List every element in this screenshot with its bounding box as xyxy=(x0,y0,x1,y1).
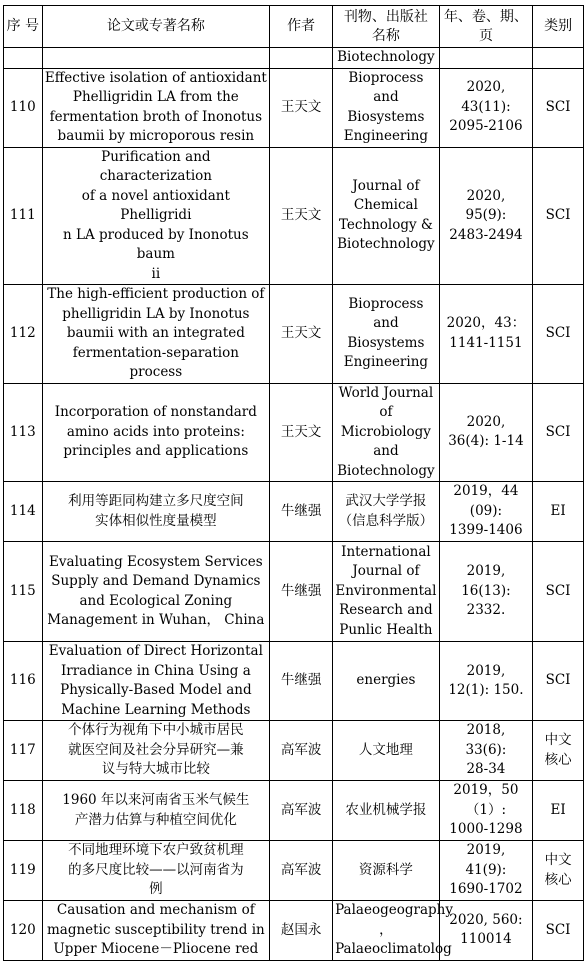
cell-volume: 2020，43： 1141-1151 xyxy=(439,285,532,384)
header-volume: 年、卷、期、 页 xyxy=(439,6,532,48)
cell-title: Incorporation of nonstandard amino acids into proteins: principles and applications xyxy=(42,383,270,482)
cell-journal: 人文地理 xyxy=(333,721,440,781)
cell-journal: Biotechnology xyxy=(333,48,440,69)
header-title: 论文或专著名称 xyxy=(42,6,270,48)
table-row xyxy=(4,383,584,482)
cell-volume: 2020, 560: 110014 xyxy=(439,901,532,961)
cell-title: Purification and characterization of a novel antioxidant Phelligridi n LA produced by Inonotus baum ii xyxy=(42,147,270,285)
table-row xyxy=(4,542,584,642)
cell-index: 110 xyxy=(4,68,43,147)
cell-index: 114 xyxy=(4,482,43,542)
cell-volume: 2018, 33(6): 28-34 xyxy=(439,721,532,781)
header-index: 序 号 xyxy=(4,6,43,48)
cell-volume: 2020, 43(11): 2095-2106 xyxy=(439,68,532,147)
cell-volume: 2019，44 (09): 1399-1406 xyxy=(439,482,532,542)
cell-type: 中文 核心 xyxy=(533,721,584,781)
cell-index: 116 xyxy=(4,642,43,721)
table-row xyxy=(4,482,584,542)
cell-author: 牛继强 xyxy=(270,542,333,642)
cell-title: 利用等距同构建立多尺度空间 实体相似性度量模型 xyxy=(42,482,270,542)
cell-journal: Palaeogeography ， Palaeoclimatolog xyxy=(333,901,440,961)
cell-volume: 2019, 16(13): 2332. xyxy=(439,542,532,642)
cell-index: 118 xyxy=(4,781,43,841)
cell-type: SCI xyxy=(533,383,584,482)
cell-volume: 2020, 36(4): 1-14 xyxy=(439,383,532,482)
cell-journal: 武汉大学学报 （信息科学版） xyxy=(333,482,440,542)
cell-journal: energies xyxy=(333,642,440,721)
cell-author: 王天文 xyxy=(270,383,333,482)
table-row xyxy=(4,285,584,384)
cell-volume: 2019, 12(1): 150. xyxy=(439,642,532,721)
continuation-row xyxy=(4,48,584,69)
cell-index: 111 xyxy=(4,147,43,285)
table-row xyxy=(4,147,584,285)
header-type: 类别 xyxy=(533,6,584,48)
cell-author: 王天文 xyxy=(270,285,333,384)
header-author: 作者 xyxy=(270,6,333,48)
cell-author: 高军波 xyxy=(270,841,333,901)
cell-journal: 农业机械学报 xyxy=(333,781,440,841)
table-header-row xyxy=(4,6,584,48)
cell-title: Evaluation of Direct Horizontal Irradiance in China Using a Physically-Based Model and Machine Learning Methods xyxy=(42,642,270,721)
cell-index: 117 xyxy=(4,721,43,781)
cell-type: SCI xyxy=(533,642,584,721)
cell-title: 不同地理环境下农户致贫机理 的多尺度比较——以河南省为 例 xyxy=(42,841,270,901)
cell-title: Effective isolation of antioxidant Phelligridin LA from the fermentation broth of Inonotus baumii by microporous resin xyxy=(42,68,270,147)
cell-title: Causation and mechanism of magnetic susceptibility trend in Upper Miocene－Pliocene red xyxy=(42,901,270,961)
table-row xyxy=(4,721,584,781)
cell-author: 高军波 xyxy=(270,721,333,781)
cell-index: 119 xyxy=(4,841,43,901)
cell-author: 王天文 xyxy=(270,68,333,147)
cell-title: Evaluating Ecosystem Services Supply and Demand Dynamics and Ecological Zoning Management in Wuhan， China xyxy=(42,542,270,642)
cell-author: 牛继强 xyxy=(270,482,333,542)
cell-type: SCI xyxy=(533,285,584,384)
table-row xyxy=(4,781,584,841)
table-row xyxy=(4,68,584,147)
cell-title xyxy=(42,48,270,69)
cell-title: 1960 年以来河南省玉米气候生 产潜力估算与种植空间优化 xyxy=(42,781,270,841)
table-row xyxy=(4,841,584,901)
cell-journal: Bioprocess and Biosystems Engineering xyxy=(333,285,440,384)
cell-volume: 2019，50 （1）: 1000-1298 xyxy=(439,781,532,841)
cell-author: 高军波 xyxy=(270,781,333,841)
cell-type: SCI xyxy=(533,68,584,147)
header-journal: 刊物、出版社 名称 xyxy=(333,6,440,48)
cell-author: 王天文 xyxy=(270,147,333,285)
cell-index: 120 xyxy=(4,901,43,961)
cell-index: 113 xyxy=(4,383,43,482)
cell-index: 112 xyxy=(4,285,43,384)
cell-type: SCI xyxy=(533,147,584,285)
cell-journal: International Journal of Environmental Research and Punlic Health xyxy=(333,542,440,642)
cell-index xyxy=(4,48,43,69)
cell-type: SCI xyxy=(533,901,584,961)
cell-author: 赵国永 xyxy=(270,901,333,961)
publication-table xyxy=(3,5,584,961)
cell-title: The high-efficient production of phelligridin LA by Inonotus baumii with an integrated fermentation-separation process xyxy=(42,285,270,384)
cell-author: 牛继强 xyxy=(270,642,333,721)
cell-type xyxy=(533,48,584,69)
cell-journal: Journal of Chemical Technology & Biotechnology xyxy=(333,147,440,285)
cell-title: 个体行为视角下中小城市居民 就医空间及社会分异研究—兼 议与特大城市比较 xyxy=(42,721,270,781)
cell-volume: 2020, 95(9): 2483-2494 xyxy=(439,147,532,285)
cell-journal: World Journal of Microbiology and Biotechnology xyxy=(333,383,440,482)
cell-type: SCI xyxy=(533,542,584,642)
table-row xyxy=(4,901,584,961)
cell-type: 中文 核心 xyxy=(533,841,584,901)
table-row xyxy=(4,642,584,721)
cell-volume: 2019, 41(9): 1690-1702 xyxy=(439,841,532,901)
cell-journal: 资源科学 xyxy=(333,841,440,901)
cell-author xyxy=(270,48,333,69)
cell-type: EI xyxy=(533,482,584,542)
cell-volume xyxy=(439,48,532,69)
cell-type: EI xyxy=(533,781,584,841)
cell-journal: Bioprocess and Biosystems Engineering xyxy=(333,68,440,147)
cell-index: 115 xyxy=(4,542,43,642)
